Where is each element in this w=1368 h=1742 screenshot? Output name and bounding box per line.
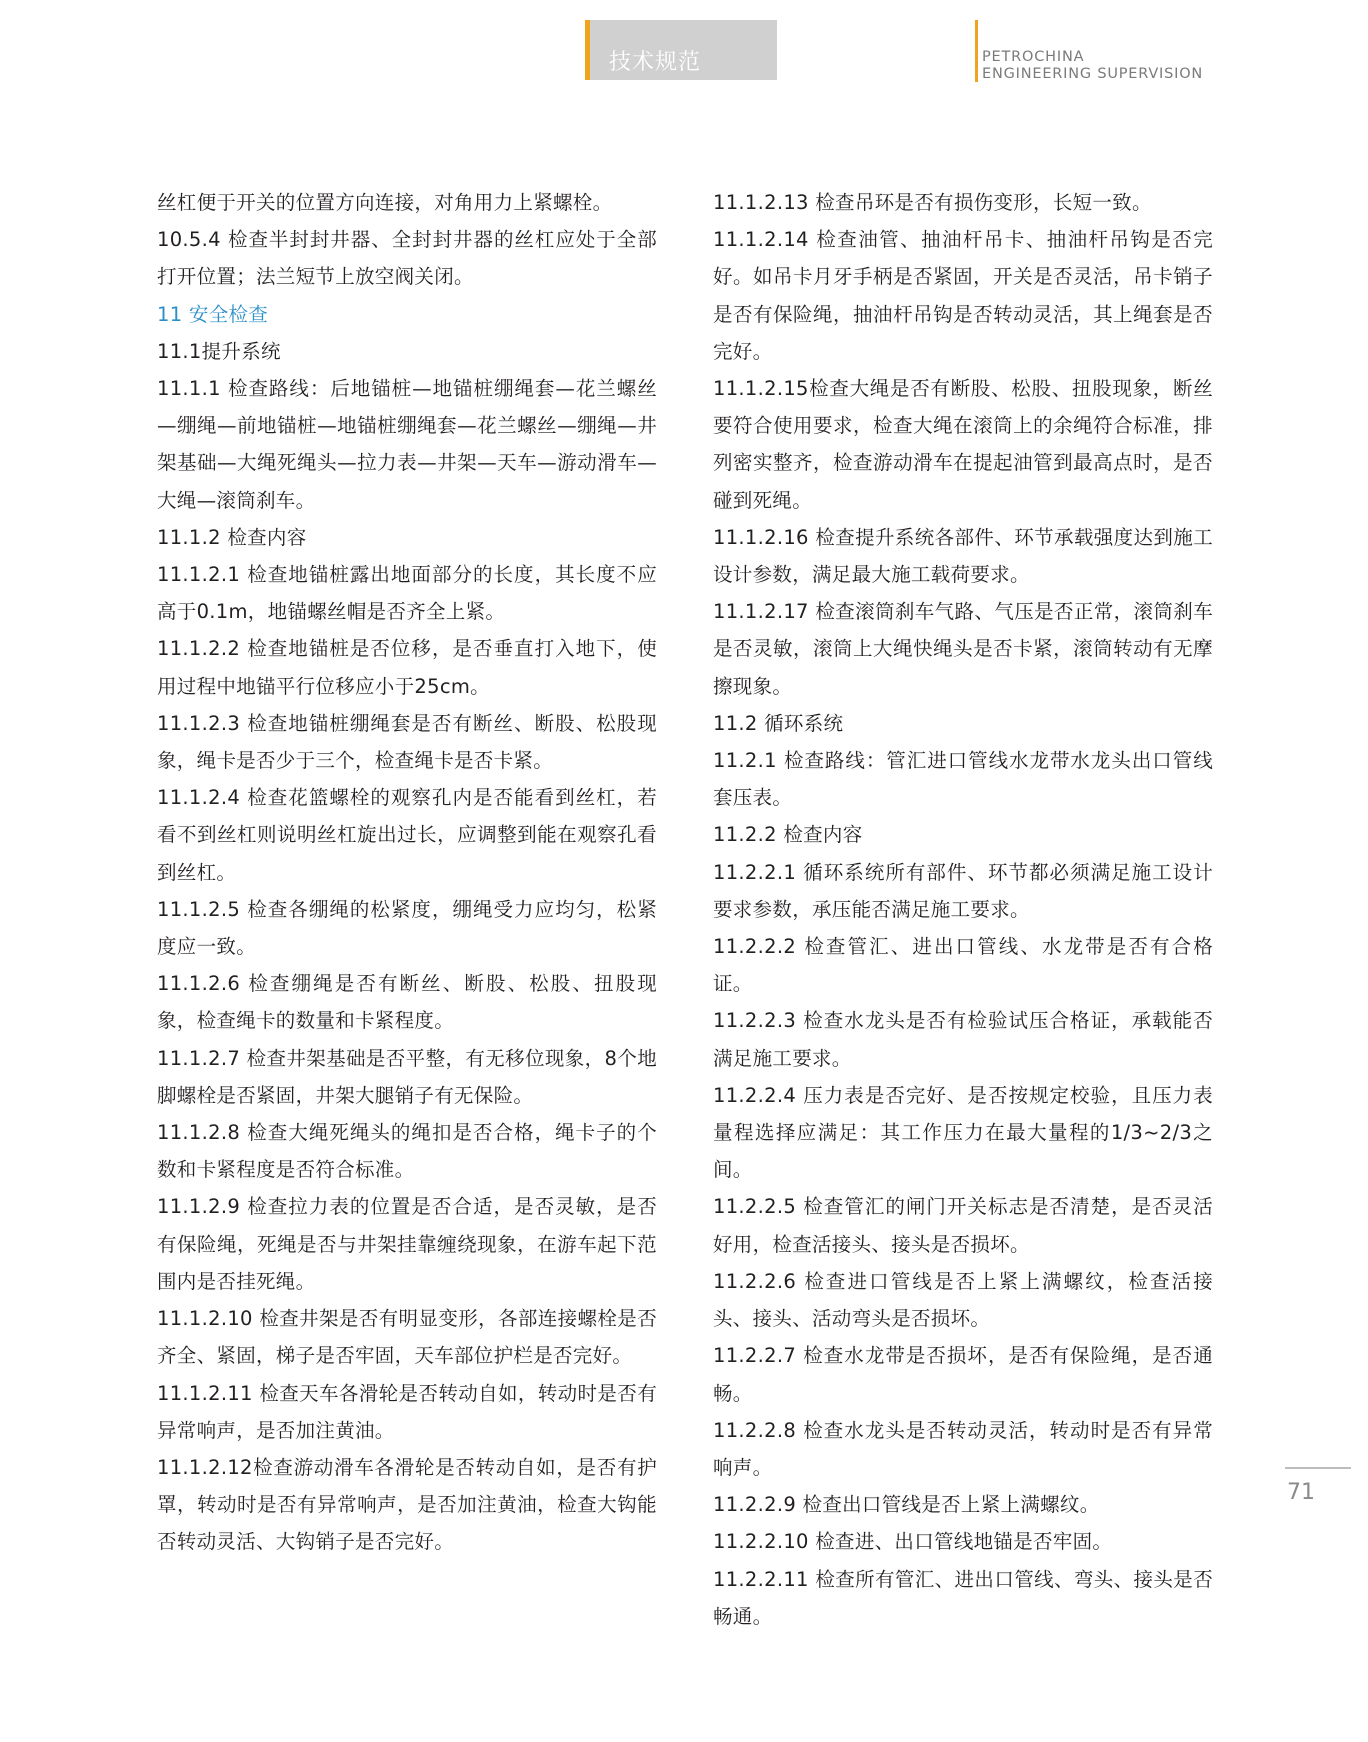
paragraph: 11.1.2.6 检查绷绳是否有断丝、断股、松股、扭股现象，检查绳卡的数量和卡紧程度。 <box>157 972 657 1033</box>
paragraph: 11.1.2.14 检查油管、抽油杆吊卡、抽油杆吊钩是否完好。如吊卡月牙手柄是否紧固，开关是否灵活，吊卡销子是否有保险绳，抽油杆吊钩是否转动灵活，其上绳套是否完好。 <box>713 228 1213 363</box>
paragraph: 11.1.2.3 检查地锚桩绷绳套是否有断丝、断股、松股现象，绳卡是否少于三个，检查绳卡是否卡紧。 <box>157 711 657 773</box>
section-tab-label: 技术规范 <box>609 50 702 75</box>
brand-accent-bar <box>975 20 978 82</box>
paragraph: 11.1.2.13 检查吊环是否有损伤变形，长短一致。 <box>713 191 1152 214</box>
page-number: 71 <box>1287 1480 1315 1505</box>
paragraph: 11.1.1 检查路线：后地锚桩—地锚桩绷绳套—花兰螺丝—绷绳—前地锚桩—地锚桩绷绳套—花兰螺丝—绷绳—井架基础—大绳死绳头—拉力表—井架—天车—游动滑车—大绳—滚筒刹车。 <box>157 377 657 512</box>
paragraph: 11.1.2 检查内容 <box>157 525 307 549</box>
paragraph: 11.2 循环系统 <box>713 711 844 735</box>
left-column <box>157 184 657 1561</box>
paragraph: 11.2.2.6 检查进口管线是否上紧上满螺纹，检查活接头、接头、活动弯头是否损坏。 <box>713 1269 1213 1331</box>
right-column <box>713 184 1213 1635</box>
paragraph: 11.2.2.3 检查水龙头是否有检验试压合格证，承载能否满足施工要求。 <box>713 1009 1213 1070</box>
paragraph: 11.1.2.15检查大绳是否有断股、松股、扭股现象，断丝要符合使用要求，检查大绳在滚筒上的余绳符合标准，排列密实整齐，检查游动滑车在提起油管到最高点时，是否碰到死绳。 <box>713 377 1213 512</box>
paragraph: 11.2.2.9 检查出口管线是否上紧上满螺纹。 <box>713 1493 1100 1517</box>
paragraph: 11.1.2.1 检查地锚桩露出地面部分的长度，其长度不应高于0.1m，地锚螺丝帽是否齐全上紧。 <box>157 563 657 624</box>
paragraph: 11.1.2.8 检查大绳死绳头的绳扣是否合格，绳卡子的个数和卡紧程度是否符合标准。 <box>157 1121 657 1182</box>
paragraph: 11.1.2.17 检查滚筒刹车气路、气压是否正常，滚筒刹车是否灵敏，滚筒上大绳快绳头是否卡紧，滚筒转动有无摩擦现象。 <box>713 600 1213 698</box>
paragraph: 丝杠便于开关的位置方向连接，对角用力上紧螺栓。 <box>157 191 613 214</box>
brand-line-1: PETROCHINA <box>982 49 1085 65</box>
section-heading: 11 安全检查 <box>157 302 269 326</box>
paragraph: 11.1.2.2 检查地锚桩是否位移，是否垂直打入地下，使用过程中地锚平行位移应小于25cm。 <box>157 637 657 698</box>
paragraph: 11.1.2.5 检查各绷绳的松紧度，绷绳受力应均匀，松紧度应一致。 <box>157 897 657 959</box>
paragraph: 11.2.1 检查路线：管汇进口管线水龙带水龙头出口管线套压表。 <box>713 749 1213 810</box>
paragraph: 11.1.2.16 检查提升系统各部件、环节承载强度达到施工设计参数，满足最大施工载荷要求。 <box>713 525 1213 587</box>
paragraph: 11.2.2.4 压力表是否完好、是否按规定校验，且压力表量程选择应满足：其工作压力在最大量程的1/3~2/3之间。 <box>713 1083 1213 1182</box>
paragraph: 11.1.2.9 检查拉力表的位置是否合适，是否灵敏，是否有保险绳，死绳是否与井架挂靠缠绕现象，在游车起下范围内是否挂死绳。 <box>157 1195 657 1293</box>
paragraph: 11.1.2.4 检查花篮螺栓的观察孔内是否能看到丝杠，若看不到丝杠则说明丝杠旋出过长，应调整到能在观察孔看到丝杠。 <box>157 786 657 884</box>
brand-line-2: ENGINEERING SUPERVISION <box>982 66 1204 82</box>
section-tab-accent-bar <box>585 20 590 80</box>
paragraph: 11.1提升系统 <box>157 339 281 363</box>
paragraph: 11.2.2.8 检查水龙头是否转动灵活，转动时是否有异常响声。 <box>713 1418 1213 1479</box>
paragraph: 11.2.2.1 循环系统所有部件、环节都必须满足施工设计要求参数，承压能否满足施工要求。 <box>713 860 1213 921</box>
paragraph: 11.2.2.11 检查所有管汇、进出口管线、弯头、接头是否畅通。 <box>713 1567 1213 1628</box>
paragraph: 11.2.2.5 检查管汇的闸门开关标志是否清楚，是否灵活好用，检查活接头、接头是否损坏。 <box>713 1195 1213 1256</box>
paragraph: 11.2.2.2 检查管汇、进出口管线、水龙带是否有合格证。 <box>713 935 1213 996</box>
paragraph: 11.1.2.12检查游动滑车各滑轮是否转动自如，是否有护罩，转动时是否有异常响声，是否加注黄油，检查大钩能否转动灵活、大钩销子是否完好。 <box>157 1455 657 1554</box>
section-tab <box>585 20 777 80</box>
paragraph: 11.2.2.10 检查进、出口管线地锚是否牢固。 <box>713 1530 1113 1554</box>
page-number-rule <box>1285 1467 1351 1469</box>
paragraph: 11.1.2.10 检查井架是否有明显变形，各部连接螺栓是否齐全、紧固，梯子是否牢固，天车部位护栏是否完好。 <box>157 1307 657 1368</box>
paragraph: 11.2.2.7 检查水龙带是否损坏，是否有保险绳，是否通畅。 <box>713 1344 1213 1405</box>
paragraph: 10.5.4 检查半封封井器、全封封井器的丝杠应处于全部打开位置；法兰短节上放空阀关闭。 <box>157 228 657 289</box>
paragraph: 11.2.2 检查内容 <box>713 823 863 847</box>
paragraph: 11.1.2.11 检查天车各滑轮是否转动自如，转动时是否有异常响声，是否加注黄油。 <box>157 1381 657 1442</box>
paragraph: 11.1.2.7 检查井架基础是否平整，有无移位现象，8个地脚螺栓是否紧固，井架大腿销子有无保险。 <box>157 1046 657 1107</box>
